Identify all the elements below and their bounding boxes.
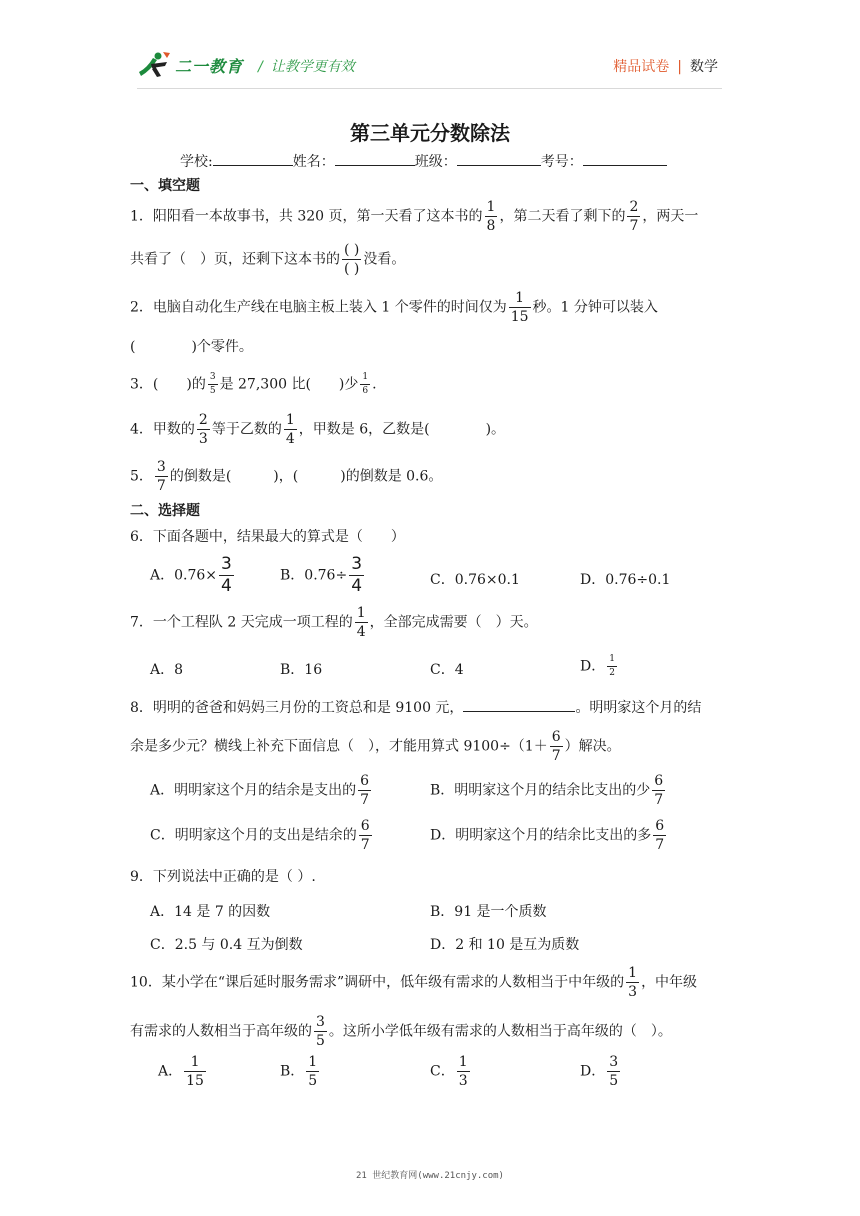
denominator: ( ) <box>344 261 360 277</box>
q10-text: 有需求的人数相当于高年级的 <box>130 1023 312 1040</box>
runner-logo-icon <box>137 50 171 80</box>
numerator: 1 <box>308 1054 318 1070</box>
fraction <box>219 556 234 595</box>
header-subject: 数学 <box>690 59 718 75</box>
denominator: 5 <box>209 386 216 396</box>
fraction <box>314 1015 327 1048</box>
header-right <box>613 56 718 76</box>
numerator: 3 <box>609 1054 619 1070</box>
q3-text: . <box>372 376 377 393</box>
numerator: 1 <box>609 654 615 664</box>
fraction <box>607 1055 620 1088</box>
denominator: 5 <box>609 1073 619 1089</box>
denominator: 7 <box>360 792 370 808</box>
exam-no-blank[interactable] <box>583 151 667 166</box>
q1-text: 没看。 <box>363 251 406 268</box>
student-info-line <box>180 151 667 171</box>
q4-text: 等于乙数的 <box>211 421 282 438</box>
numerator: 6 <box>551 729 561 745</box>
denominator: 7 <box>156 478 166 494</box>
denominator: 3 <box>458 1073 468 1089</box>
question-8-line-1 <box>130 697 701 718</box>
denominator: 7 <box>654 792 664 808</box>
numerator: 6 <box>360 773 370 789</box>
question-10-line-1 <box>130 966 697 999</box>
question-1-line-1 <box>130 200 698 233</box>
logo <box>137 48 243 82</box>
q7-option-b[interactable]: B．16 <box>280 662 323 678</box>
q9-option-c[interactable]: C．2.5 与 0.4 互为倒数 <box>150 937 303 953</box>
option-text: A．0.76× <box>150 567 218 584</box>
section-heading: 二、选择题 <box>130 503 200 519</box>
numerator: 2 <box>629 199 639 215</box>
fraction <box>653 819 666 852</box>
fraction <box>355 606 368 639</box>
fraction <box>360 373 370 396</box>
denominator: 7 <box>551 748 561 764</box>
q8-answer-blank[interactable] <box>463 697 575 712</box>
option-text: D． <box>580 658 606 675</box>
q9-option-b[interactable]: B．91 是一个质数 <box>430 904 547 920</box>
slash-divider: / <box>258 59 263 75</box>
q4-text: 4．甲数的 <box>130 421 195 438</box>
question-6-stem: 6．下面各题中，结果最大的算式是（ ） <box>130 529 405 545</box>
denominator: 7 <box>629 218 639 234</box>
q3-text: 3．( )的 <box>130 376 206 393</box>
q5-text: 5． <box>130 468 153 485</box>
option-text: D． <box>580 1063 606 1080</box>
fraction <box>607 655 617 678</box>
q7-option-d[interactable] <box>580 655 619 678</box>
q1-text: 共看了（ ）页，还剩下这本书的 <box>130 251 340 268</box>
q8-option-a[interactable] <box>150 774 373 807</box>
numerator: 3 <box>209 372 216 382</box>
fraction <box>550 730 563 763</box>
q8-text: 8．明明的爸爸和妈妈三月份的工资总和是 9100 元， <box>130 700 464 716</box>
numerator: 1 <box>486 199 496 215</box>
option-text: B． <box>280 1063 305 1080</box>
question-2-line-2: ( )个零件。 <box>130 339 253 355</box>
fraction <box>358 774 371 807</box>
numerator: 1 <box>356 605 366 621</box>
q10-text: 。这所小学低年级有需求的人数相当于高年级的（ ）。 <box>328 1023 672 1040</box>
q1-text: ，第二天看了剩下的 <box>499 208 626 225</box>
numerator: 3 <box>156 459 166 475</box>
numerator: 6 <box>654 773 664 789</box>
fraction <box>155 460 168 493</box>
q1-text: 1．阳阳看一本故事书，共 320 页，第一天看了这本书的 <box>130 208 483 225</box>
q7-text: ，全部完成需要（ ）天。 <box>369 614 538 631</box>
q10-option-a[interactable] <box>158 1055 208 1088</box>
fraction <box>349 556 364 595</box>
question-7-stem <box>130 606 538 639</box>
q2-text: 秒。1 分钟可以装入 <box>532 299 658 316</box>
school-label: 学校: <box>180 154 213 170</box>
header-tag: 精品试卷 <box>613 59 670 75</box>
denominator: 2 <box>609 668 615 678</box>
question-5 <box>130 460 442 493</box>
q6-option-a[interactable] <box>150 556 236 595</box>
numerator: 1 <box>515 290 525 306</box>
q6-option-d[interactable]: D．0.76÷0.1 <box>580 572 671 588</box>
q4-text: ，甲数是 6，乙数是( )。 <box>298 421 506 438</box>
q8-text: 。明明家这个月的结 <box>575 700 702 716</box>
denominator: 15 <box>186 1073 204 1089</box>
q8-option-d[interactable] <box>430 819 668 852</box>
question-4 <box>130 413 505 446</box>
fraction <box>284 413 297 446</box>
denominator: 4 <box>351 576 363 596</box>
numerator: 1 <box>458 1054 468 1070</box>
denominator: 15 <box>510 309 529 325</box>
denominator: 3 <box>198 431 208 447</box>
q9-option-a[interactable]: A．14 是 7 的因数 <box>150 904 271 920</box>
fraction <box>306 1055 319 1088</box>
q8-option-c[interactable] <box>150 819 374 852</box>
fraction <box>627 200 640 233</box>
fraction <box>197 413 210 446</box>
exam-no-label: 考号： <box>540 154 583 170</box>
question-3 <box>130 373 377 396</box>
page-header <box>0 0 860 100</box>
numerator: 1 <box>362 372 369 382</box>
q6-option-c[interactable]: C．0.76×0.1 <box>430 572 520 588</box>
section-heading: 一、填空题 <box>130 178 200 194</box>
option-text: B．明明家这个月的结余比支出的少 <box>430 782 651 799</box>
fraction <box>485 200 498 233</box>
name-label: 姓名： <box>292 154 335 170</box>
page-footer: 21 世纪教育网(www.21cnjy.com) <box>356 1171 504 1181</box>
numerator: 3 <box>316 1014 325 1030</box>
numerator: 1 <box>190 1054 200 1070</box>
class-label: 班级： <box>414 154 457 170</box>
option-text: C．明明家这个月的支出是结余的 <box>150 827 357 844</box>
numerator: 1 <box>285 412 295 428</box>
question-1-line-2 <box>130 243 405 276</box>
option-text: C． <box>430 1063 455 1080</box>
q9-option-d[interactable]: D．2 和 10 是互为质数 <box>430 937 580 953</box>
option-text: A．明明家这个月的结余是支出的 <box>150 782 357 799</box>
slogan <box>258 56 355 76</box>
header-divider <box>137 88 722 89</box>
numerator: 1 <box>628 965 638 981</box>
q10-option-d[interactable] <box>580 1055 622 1088</box>
page-title: 第三单元分数除法 <box>350 121 510 145</box>
numerator: 2 <box>198 412 208 428</box>
name-blank[interactable] <box>335 151 415 166</box>
numerator: 6 <box>360 818 370 834</box>
q2-text: 2．电脑自动化生产线在电脑主板上装入 1 个零件的时间仅为 <box>130 299 507 316</box>
denominator: 5 <box>316 1033 325 1049</box>
slogan-text: 让教学更有效 <box>270 59 355 75</box>
q7-option-c[interactable]: C．4 <box>430 662 464 678</box>
fraction <box>208 373 218 396</box>
q10-text: 10．某小学在“课后延时服务需求”调研中，低年级有需求的人数相当于中年级的 <box>130 974 625 991</box>
school-blank[interactable] <box>213 151 293 166</box>
q7-text: 7．一个工程队 2 天完成一项工程的 <box>130 614 353 631</box>
denominator: 5 <box>308 1073 318 1089</box>
numerator: 3 <box>351 554 363 574</box>
fraction <box>457 1055 470 1088</box>
q10-option-c[interactable] <box>430 1055 472 1088</box>
option-text: B．0.76÷ <box>280 567 348 584</box>
numerator: ( ) <box>344 242 360 258</box>
question-2-line-1 <box>130 291 658 324</box>
numerator: 6 <box>655 818 665 834</box>
q10-option-b[interactable] <box>280 1055 321 1088</box>
q8-option-b[interactable] <box>430 774 667 807</box>
q10-text: ，中年级 <box>641 974 698 991</box>
denominator: 7 <box>360 837 370 853</box>
option-text: D．明明家这个月的结余比支出的多 <box>430 827 652 844</box>
option-text: A． <box>158 1063 183 1080</box>
class-blank[interactable] <box>457 151 541 166</box>
denominator: 8 <box>486 218 496 234</box>
denominator: 6 <box>362 386 369 396</box>
denominator: 7 <box>655 837 665 853</box>
question-8-line-2 <box>130 730 621 763</box>
fraction <box>359 819 372 852</box>
numerator: 3 <box>221 554 232 574</box>
q3-text: 是 27,300 比( )少 <box>219 376 359 393</box>
denominator: 4 <box>285 431 295 447</box>
logo-text: 二一教育 <box>175 56 244 76</box>
fraction <box>626 966 639 999</box>
q8-text: ）解决。 <box>564 738 621 755</box>
question-9-stem: 9．下列说法中正确的是（ ）. <box>130 869 316 885</box>
fraction <box>184 1055 206 1088</box>
denominator: 4 <box>356 624 366 640</box>
fraction <box>509 291 531 324</box>
q8-text: 余是多少元？横线上补充下面信息（ ），才能用算式 9100÷（1＋ <box>130 738 548 755</box>
q7-option-a[interactable]: A．8 <box>150 662 184 678</box>
header-separator: | <box>677 59 682 75</box>
fraction <box>342 243 361 276</box>
denominator: 4 <box>221 576 232 596</box>
q1-text: ，两天一 <box>642 208 699 225</box>
q6-option-b[interactable] <box>280 556 366 595</box>
q5-text: 的倒数是( )，( )的倒数是 0.6。 <box>169 468 443 485</box>
denominator: 3 <box>628 984 638 1000</box>
question-10-line-2 <box>130 1015 672 1048</box>
fraction <box>652 774 665 807</box>
